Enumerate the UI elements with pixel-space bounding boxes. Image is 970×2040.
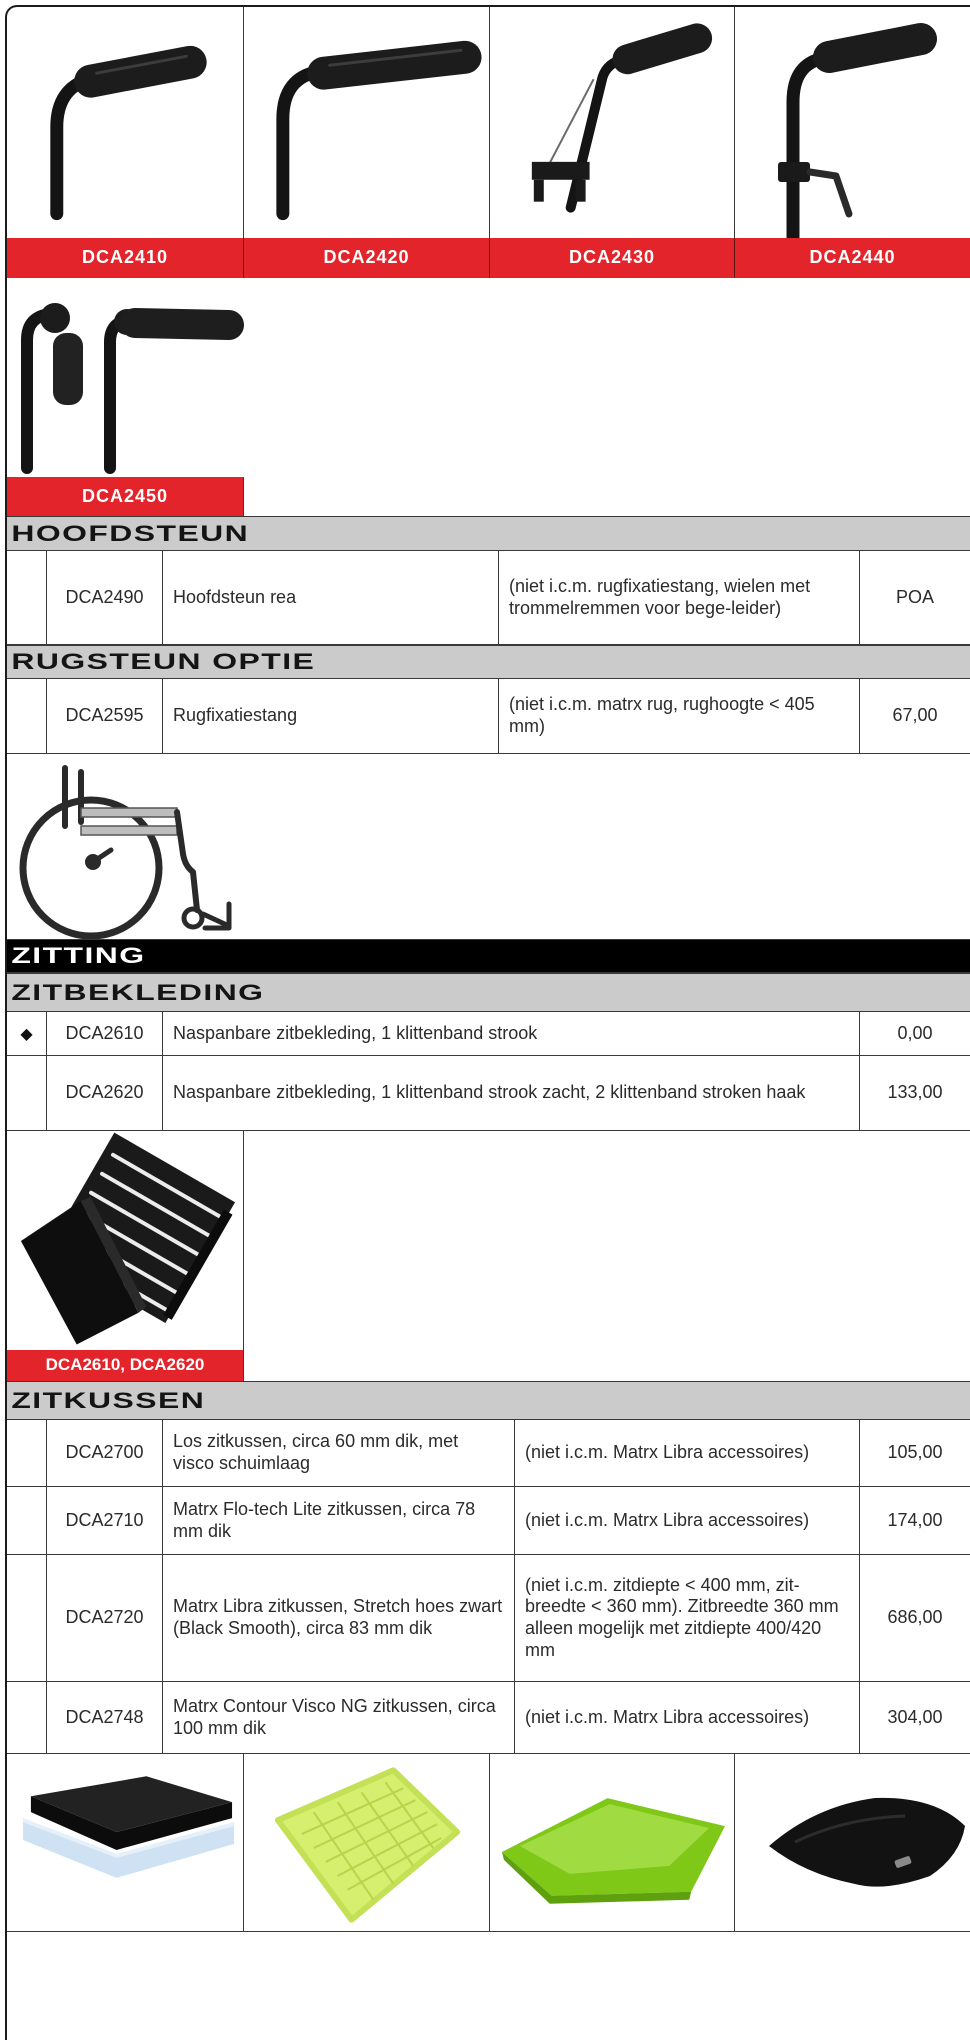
note-cell [515, 1420, 860, 1486]
price-cell [860, 1682, 970, 1753]
foam-cushion-icon [7, 1754, 244, 1931]
note-cell [515, 1682, 860, 1753]
description-cell [163, 1487, 515, 1554]
description: Naspanbare zitbekleding, 1 klittenband strook [173, 1022, 538, 1043]
note: (niet i.c.m. rugfixatiestang, wielen met trommelremmen voor bege-leider) [509, 575, 811, 618]
gel-cushion-icon [490, 1754, 735, 1931]
table-row [7, 1420, 970, 1487]
article-code: DCA2710 [65, 1509, 144, 1530]
article-code: DCA2610 [65, 1022, 144, 1043]
table-row [7, 1056, 970, 1131]
note-cell [515, 1487, 860, 1554]
price-cell [860, 1487, 970, 1554]
rugsteun-image-area [7, 754, 970, 939]
description: Matrx Contour Visco NG zitkussen, circa 100 mm dik [173, 1695, 496, 1738]
contour-cushion-icon [735, 1754, 970, 1931]
wheelchair-backrest-bar-icon [7, 754, 247, 939]
handle-label-bar [7, 477, 244, 516]
price: 304,00 [887, 1706, 943, 1727]
description-cell [163, 551, 499, 644]
price: 174,00 [887, 1509, 943, 1530]
lever-push-handle-icon [735, 7, 970, 238]
description: Hoofdsteun rea [173, 586, 297, 607]
note-cell [499, 551, 860, 644]
price-cell [860, 1555, 970, 1681]
table-row [7, 1682, 970, 1754]
marker-cell [7, 551, 47, 644]
section-title: ZITBEKLEDING [11, 979, 265, 1005]
handle-image-cell [7, 278, 244, 477]
product-code-label: DCA2420 [244, 238, 490, 278]
price-cell [860, 551, 970, 644]
product-code-label: DCA2410 [7, 238, 244, 278]
article-code-cell [47, 1420, 163, 1486]
description: Matrx Flo-tech Lite zitkussen, circa 78 mm dik [173, 1498, 476, 1541]
price: 0,00 [897, 1022, 933, 1043]
push-handle-icon [244, 7, 490, 238]
table-row [7, 551, 970, 645]
handles-image-row [7, 7, 970, 238]
price: POA [895, 586, 934, 607]
marker-cell [7, 1555, 47, 1681]
article-code: DCA2748 [65, 1706, 144, 1727]
note: (niet i.c.m. Matrx Libra accessoires) [525, 1706, 810, 1727]
section-title: RUGSTEUN OPTIE [11, 649, 316, 674]
price: 686,00 [887, 1607, 943, 1628]
note-cell [499, 679, 860, 753]
description-cell [163, 1012, 860, 1055]
table-row [7, 1555, 970, 1682]
product-code-label: DCA2610, DCA2620 [7, 1350, 244, 1381]
price-cell [860, 679, 970, 753]
marker-cell [7, 1012, 47, 1055]
section-header-zitkussen [7, 1381, 970, 1420]
price: 67,00 [892, 705, 938, 726]
description: Matrx Libra zitkussen, Stretch hoes zwart (Black Smooth), circa 83 mm dik [173, 1596, 503, 1638]
note: (niet i.c.m. matrx rug, rughoogte < 405 mm) [509, 694, 815, 736]
article-code: DCA2720 [65, 1607, 144, 1628]
price-cell [860, 1420, 970, 1486]
article-code: DCA2700 [65, 1442, 144, 1463]
price: 133,00 [887, 1082, 943, 1103]
article-code-cell [47, 1487, 163, 1554]
zitbekleding-image-cell [7, 1131, 244, 1350]
article-code-cell [47, 679, 163, 753]
section-title: HOOFDSTEUN [11, 520, 250, 546]
zitbekleding-label-bar [7, 1350, 244, 1381]
note: (niet i.c.m. Matrx Libra accessoires) [525, 1509, 810, 1530]
description: Naspanbare zitbekleding, 1 klittenband strook zacht, 2 klittenband stroken haak [173, 1082, 806, 1103]
description: Los zitkussen, circa 60 mm dik, met visco schuimlaag [173, 1431, 459, 1473]
section-header-hoofdsteun [7, 516, 970, 551]
article-code-cell [47, 1056, 163, 1130]
product-code-label: DCA2430 [490, 238, 735, 278]
marker-cell [7, 1487, 47, 1554]
table-row [7, 1487, 970, 1555]
description-cell [163, 1056, 860, 1130]
cushion-image-row [7, 1754, 970, 1932]
waffle-cushion-icon [244, 1754, 490, 1931]
push-handle-icon [7, 7, 244, 238]
product-code-label: DCA2450 [7, 477, 244, 516]
article-code-cell [47, 551, 163, 644]
article-code-cell [47, 1555, 163, 1681]
description-cell [163, 679, 499, 753]
marker-cell [7, 1056, 47, 1130]
handles-label-bar [7, 238, 970, 278]
article-code: DCA2490 [65, 586, 144, 607]
clamp-push-handle-icon [490, 7, 735, 238]
category-header-zitting [7, 939, 970, 973]
section-title: ZITKUSSEN [11, 1387, 206, 1413]
price: 105,00 [887, 1442, 943, 1463]
section-header-zitbekleding [7, 973, 970, 1012]
table-row [7, 1012, 970, 1056]
folding-push-handles-icon [7, 278, 244, 477]
section-header-rugsteun-optie [7, 645, 970, 679]
price-cell [860, 1056, 970, 1130]
seat-upholstery-icon [7, 1131, 244, 1350]
category-title: ZITTING [11, 943, 146, 968]
note-cell [515, 1555, 860, 1681]
marker-cell [7, 1420, 47, 1486]
description-cell [163, 1555, 515, 1681]
marker-cell [7, 1682, 47, 1753]
description-cell [163, 1420, 515, 1486]
price-cell [860, 1012, 970, 1055]
standard-marker: ◆ [20, 1023, 33, 1043]
description-cell [163, 1682, 515, 1753]
article-code-cell [47, 1012, 163, 1055]
article-code-cell [47, 1682, 163, 1753]
table-row [7, 679, 970, 754]
marker-cell [7, 679, 47, 753]
article-code: DCA2595 [65, 705, 144, 726]
product-code-label: DCA2440 [809, 247, 896, 268]
description: Rugfixatiestang [173, 705, 298, 726]
note: (niet i.c.m. zitdiepte < 400 mm, zit-breedte < 360 mm). Zitbreedte 360 mm alleen mogelijk met zitdiepte 400/420 mm [525, 1574, 839, 1660]
article-code: DCA2620 [65, 1082, 144, 1103]
note: (niet i.c.m. Matrx Libra accessoires) [525, 1442, 810, 1463]
